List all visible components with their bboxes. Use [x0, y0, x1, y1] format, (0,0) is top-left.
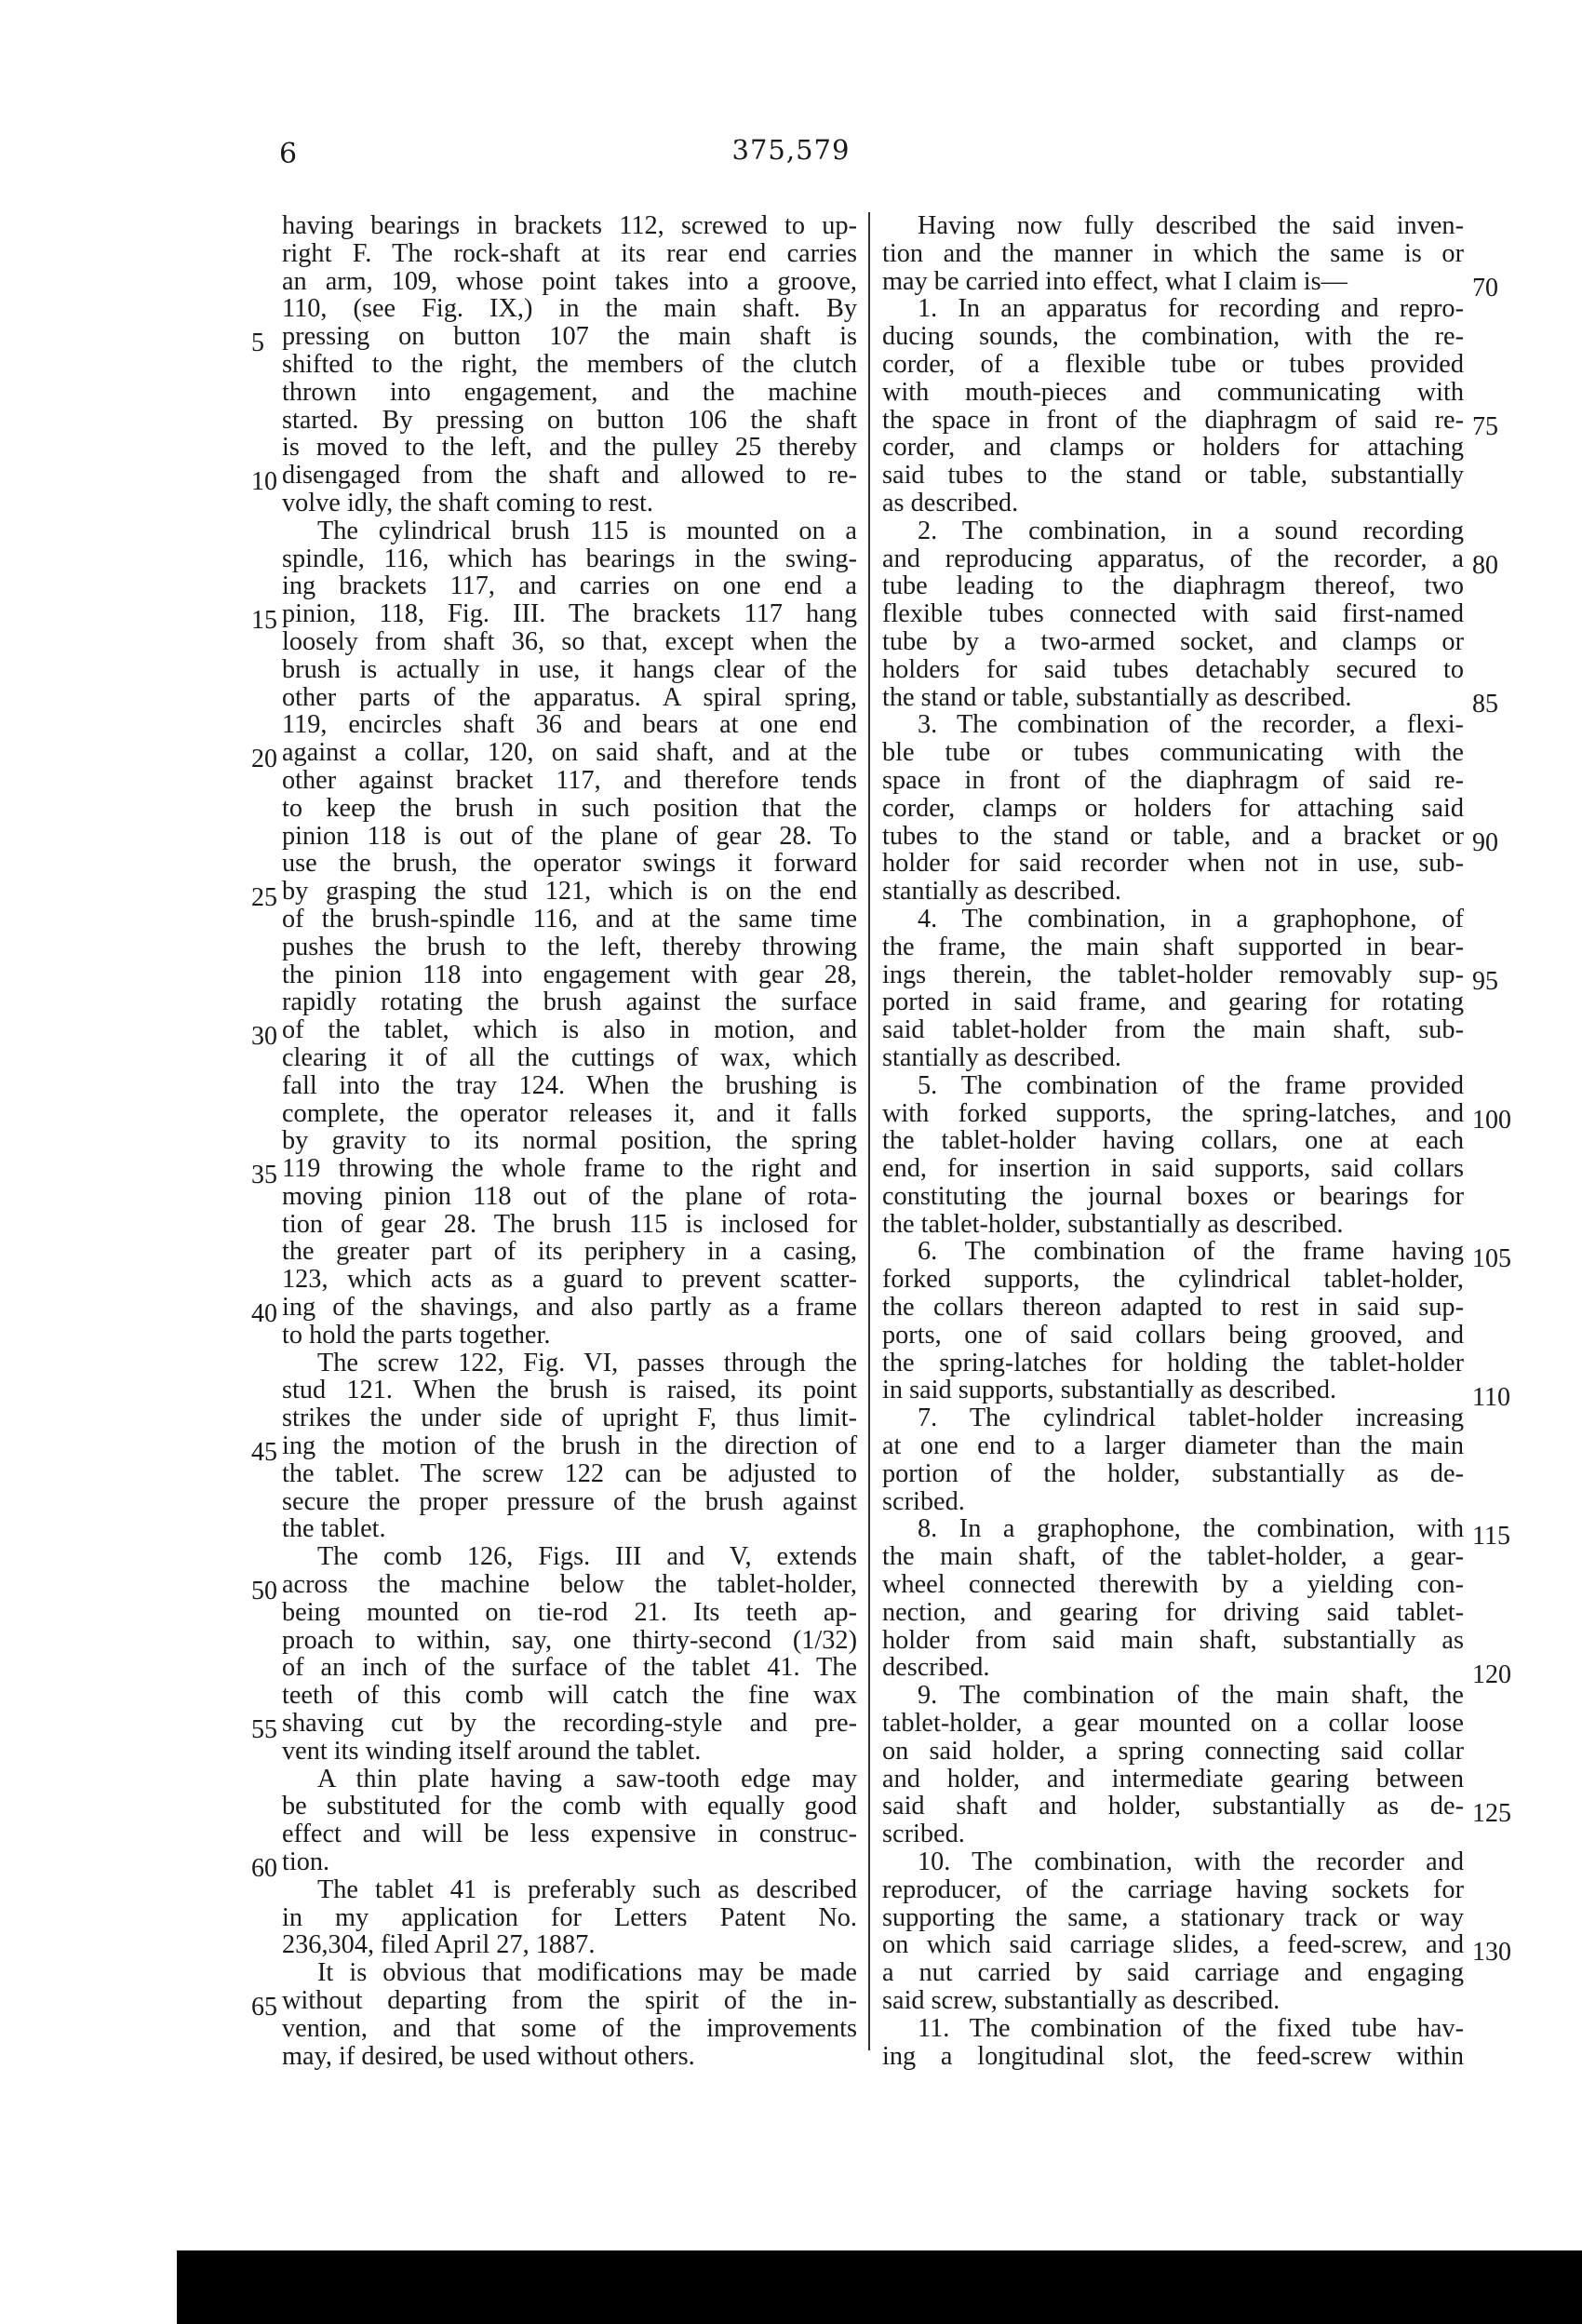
text-line: the space in front of the diaphragm of said re- — [882, 405, 1464, 435]
text-line: described. — [882, 1653, 990, 1683]
text-line: to keep the brush in such position that the — [282, 793, 857, 823]
margin-line-number: 15 — [251, 606, 277, 636]
text-line: forked supports, the cylindrical tablet-holder, — [882, 1265, 1464, 1295]
text-line: ing a longitudinal slot, the feed-screw within — [882, 2041, 1464, 2071]
margin-line-number: 60 — [251, 1854, 277, 1884]
text-line: vention, and that some of the improvements — [282, 2013, 857, 2043]
text-line: fall into the tray 124. When the brushing is — [282, 1070, 857, 1100]
text-line: 5. The combination of the frame provided — [918, 1070, 1464, 1100]
text-line: ing brackets 117, and carries on one end a — [282, 571, 857, 601]
margin-line-number: 90 — [1472, 827, 1498, 857]
text-line: the tablet. The screw 122 can be adjusted to — [282, 1458, 857, 1488]
text-line: stantially as described. — [882, 877, 1121, 907]
text-line: scribed. — [882, 1820, 965, 1849]
text-line: 6. The combination of the frame having — [918, 1237, 1464, 1267]
text-line: the frame, the main shaft supported in bear- — [882, 932, 1464, 961]
text-line: the pinion 118 into engagement with gear 28, — [282, 960, 857, 989]
text-line: on said holder, a spring connecting said collar — [882, 1736, 1464, 1766]
text-line: by grasping the stud 121, which is on the end — [282, 877, 857, 907]
text-line: with mouth-pieces and communicating with — [882, 377, 1464, 407]
text-line: an arm, 109, whose point takes into a groove, — [282, 266, 857, 296]
text-line: A thin plate having a saw-tooth edge may — [317, 1764, 857, 1793]
text-line: space in front of the diaphragm of said re- — [882, 765, 1464, 795]
text-line: use the brush, the operator swings it forward — [282, 849, 857, 879]
text-line: said shaft and holder, substantially as de- — [882, 1792, 1464, 1821]
text-line: 3. The combination of the recorder, a flexi- — [918, 710, 1464, 740]
left-column — [282, 212, 857, 2070]
text-line: tablet-holder, a gear mounted on a collar loose — [882, 1709, 1464, 1739]
text-line: ported in said frame, and gearing for rotating — [882, 987, 1464, 1017]
text-line: tion of gear 28. The brush 115 is inclosed for — [282, 1209, 857, 1239]
margin-line-number: 30 — [251, 1022, 277, 1052]
text-line: tion and the manner in which the same is or — [882, 238, 1464, 268]
text-line: holder for said recorder when not in use, sub- — [882, 849, 1464, 879]
text-line: ble tube or tubes communicating with the — [882, 738, 1464, 768]
text-line: stantially as described. — [882, 1042, 1121, 1072]
text-line: pressing on button 107 the main shaft is — [282, 322, 857, 352]
text-line: stud 121. When the brush is raised, its point — [282, 1376, 857, 1405]
margin-line-number: 10 — [251, 467, 277, 497]
text-line: across the machine below the tablet-holder, — [282, 1570, 857, 1600]
text-line: disengaged from the shaft and allowed to re- — [282, 461, 857, 490]
text-line: volve idly, the shaft coming to rest. — [282, 488, 653, 517]
patent-number: 375,579 — [731, 134, 851, 166]
margin-line-number: 80 — [1472, 550, 1498, 580]
text-line: tube by a two-armed socket, and clamps or — [882, 626, 1464, 656]
text-line: shaving cut by the recording-style and pre- — [282, 1709, 857, 1739]
right-column — [882, 212, 1464, 2070]
margin-line-number: 35 — [251, 1161, 277, 1190]
margin-line-number: 5 — [251, 329, 264, 358]
text-line: of the tablet, which is also in motion, and — [282, 1015, 857, 1045]
text-line: shifted to the right, the members of the clutch — [282, 349, 857, 379]
text-line: brush is actually in use, it hangs clear of the — [282, 654, 857, 684]
text-line: It is obvious that modifications may be made — [317, 1958, 857, 1988]
text-line: said screw, substantially as described. — [882, 1986, 1280, 2015]
text-line: 2. The combination, in a sound recording — [918, 516, 1464, 545]
text-line: the collars thereon adapted to rest in said sup- — [882, 1293, 1464, 1323]
text-line: end, for insertion in said supports, said collars — [882, 1154, 1464, 1184]
text-line: the greater part of its periphery in a casing, — [282, 1237, 857, 1267]
text-line: in my application for Letters Patent No. — [282, 1902, 857, 1932]
text-line: ings therein, the tablet-holder removably sup- — [882, 960, 1464, 989]
text-line: portion of the holder, substantially as de- — [882, 1458, 1464, 1488]
text-line: strikes the under side of upright F, thus limit- — [282, 1404, 857, 1433]
text-line: reproducer, of the carriage having sockets for — [882, 1874, 1464, 1904]
text-line: The comb 126, Figs. III and V, extends — [317, 1542, 857, 1572]
text-line: tubes to the stand or table, and a bracket or — [882, 821, 1464, 851]
margin-line-number: 40 — [251, 1299, 277, 1329]
text-line: ports, one of said collars being grooved, and — [882, 1320, 1464, 1350]
text-line: holder from said main shaft, substantially as — [882, 1625, 1464, 1655]
text-line: the stand or table, substantially as described. — [882, 682, 1352, 712]
text-line: the tablet-holder, substantially as described. — [882, 1209, 1344, 1239]
text-line: the tablet. — [282, 1514, 386, 1544]
margin-line-number: 65 — [251, 1993, 277, 2022]
text-line: 110, (see Fig. IX,) in the main shaft. By — [282, 294, 857, 324]
text-line: as described. — [882, 488, 1019, 517]
text-line: started. By pressing on button 106 the shaft — [282, 405, 857, 435]
page-number: 6 — [279, 138, 298, 170]
margin-line-number: 50 — [251, 1577, 277, 1606]
text-line: of the brush-spindle 116, and at the same time — [282, 904, 857, 934]
text-line: 8. In a graphophone, the combination, with — [918, 1514, 1464, 1544]
margin-line-number: 75 — [1472, 411, 1498, 441]
text-line: may be carried into effect, what I claim is— — [882, 266, 1347, 296]
text-line: pushes the brush to the left, thereby throwing — [282, 932, 857, 961]
margin-line-number: 45 — [251, 1438, 277, 1468]
text-line: clearing it of all the cuttings of wax, which — [282, 1042, 857, 1072]
text-line: and holder, and intermediate gearing between — [882, 1764, 1464, 1793]
margin-line-number: 115 — [1472, 1521, 1510, 1551]
text-line: effect and will be less expensive in construc- — [282, 1820, 857, 1849]
margin-line-number: 20 — [251, 745, 277, 774]
text-line: at one end to a larger diameter than the main — [882, 1431, 1464, 1461]
text-line: scribed. — [882, 1486, 965, 1516]
text-line: the spring-latches for holding the tablet-holder — [882, 1348, 1464, 1377]
text-line: without departing from the spirit of the in- — [282, 1986, 857, 2015]
text-line: ing the motion of the brush in the direction of — [282, 1431, 857, 1461]
text-line: constituting the journal boxes or bearings for — [882, 1181, 1464, 1211]
margin-line-number: 55 — [251, 1715, 277, 1745]
text-line: other against bracket 117, and therefore tends — [282, 765, 857, 795]
text-line: complete, the operator releases it, and it falls — [282, 1098, 857, 1128]
text-line: ducing sounds, the combination, with the re- — [882, 322, 1464, 352]
text-line: in said supports, substantially as described. — [882, 1376, 1337, 1405]
text-line: 7. The cylindrical tablet-holder increasing — [918, 1404, 1464, 1433]
text-line: by gravity to its normal position, the spring — [282, 1126, 857, 1156]
text-line: corder, of a flexible tube or tubes provided — [882, 349, 1464, 379]
scan-footer-bar — [177, 2250, 1582, 2324]
margin-line-number: 100 — [1472, 1105, 1511, 1135]
margin-line-number: 110 — [1472, 1382, 1510, 1412]
text-line: other parts of the apparatus. A spiral spring, — [282, 682, 857, 712]
text-line: 123, which acts as a guard to prevent scatter- — [282, 1265, 857, 1295]
margin-line-number: 70 — [1472, 273, 1498, 302]
text-line: the main shaft, of the tablet-holder, a gear- — [882, 1542, 1464, 1572]
text-line: rapidly rotating the brush against the surface — [282, 987, 857, 1017]
margin-line-number: 95 — [1472, 966, 1498, 996]
text-line: 119, encircles shaft 36 and bears at one end — [282, 710, 857, 740]
text-line: 10. The combination, with the recorder and — [918, 1847, 1464, 1877]
text-line: The screw 122, Fig. VI, passes through the — [317, 1348, 857, 1377]
text-line: 119 throwing the whole frame to the right and — [282, 1154, 857, 1184]
text-line: of an inch of the surface of the tablet 41. The — [282, 1653, 857, 1683]
text-line: spindle, 116, which has bearings in the swing- — [282, 544, 857, 573]
column-divider — [868, 212, 870, 2050]
text-line: 1. In an apparatus for recording and repro- — [918, 294, 1464, 324]
text-line: Having now fully described the said inven- — [918, 211, 1464, 240]
margin-line-number: 130 — [1472, 1937, 1511, 1967]
text-line: 4. The combination, in a graphophone, of — [918, 904, 1464, 934]
text-line: The cylindrical brush 115 is mounted on a — [317, 516, 857, 545]
margin-line-number: 125 — [1472, 1798, 1511, 1828]
text-line: proach to within, say, one thirty-second (1/32) — [282, 1625, 857, 1655]
text-line: said tablet-holder from the main shaft, sub- — [882, 1015, 1464, 1045]
text-line: loosely from shaft 36, so that, except when the — [282, 626, 857, 656]
text-line: pinion 118 is out of the plane of gear 28. To — [282, 821, 857, 851]
text-line: on which said carriage slides, a feed-screw, and — [882, 1930, 1464, 1960]
text-line: right F. The rock-shaft at its rear end carries — [282, 238, 857, 268]
text-line: is moved to the left, and the pulley 25 thereby — [282, 433, 857, 463]
text-line: supporting the same, a stationary track or way — [882, 1902, 1464, 1932]
text-line: holders for said tubes detachably secured to — [882, 654, 1464, 684]
text-line: and reproducing apparatus, of the recorder, a — [882, 544, 1464, 573]
text-line: 9. The combination of the main shaft, the — [918, 1681, 1464, 1711]
text-line: said tubes to the stand or table, substantially — [882, 461, 1464, 490]
text-line: The tablet 41 is preferably such as described — [317, 1874, 857, 1904]
text-line: 11. The combination of the fixed tube hav- — [918, 2013, 1464, 2043]
text-line: vent its winding itself around the tablet. — [282, 1736, 702, 1766]
text-line: tube leading to the diaphragm thereof, two — [882, 571, 1464, 601]
text-line: corder, and clamps or holders for attaching — [882, 433, 1464, 463]
text-line: the tablet-holder having collars, one at each — [882, 1126, 1464, 1156]
text-line: nection, and gearing for driving said tablet- — [882, 1597, 1464, 1627]
text-line: to hold the parts together. — [282, 1320, 551, 1350]
text-line: be substituted for the comb with equally good — [282, 1792, 857, 1821]
text-line: corder, clamps or holders for attaching said — [882, 793, 1464, 823]
text-line: pinion, 118, Fig. III. The brackets 117 hang — [282, 599, 857, 629]
text-line: wheel connected therewith by a yielding con- — [882, 1570, 1464, 1600]
text-line: with forked supports, the spring-latches, and — [882, 1098, 1464, 1128]
text-line: ing of the shavings, and also partly as a frame — [282, 1293, 857, 1323]
margin-line-number: 25 — [251, 883, 277, 913]
text-line: moving pinion 118 out of the plane of rota- — [282, 1181, 857, 1211]
text-line: teeth of this comb will catch the fine wax — [282, 1681, 857, 1711]
text-line: against a collar, 120, on said shaft, and at the — [282, 738, 857, 768]
text-line: flexible tubes connected with said first-named — [882, 599, 1464, 629]
text-line: a nut carried by said carriage and engaging — [882, 1958, 1464, 1988]
margin-line-number: 105 — [1472, 1243, 1511, 1273]
text-line: thrown into engagement, and the machine — [282, 377, 857, 407]
text-line: being mounted on tie-rod 21. Its teeth ap- — [282, 1597, 857, 1627]
margin-line-number: 85 — [1472, 689, 1498, 719]
text-line: secure the proper pressure of the brush against — [282, 1486, 857, 1516]
margin-line-number: 120 — [1472, 1659, 1511, 1689]
text-line: 236,304, filed April 27, 1887. — [282, 1930, 596, 1960]
text-line: tion. — [282, 1847, 330, 1877]
text-line: may, if desired, be used without others. — [282, 2041, 695, 2071]
text-line: having bearings in brackets 112, screwed to up- — [282, 211, 857, 240]
